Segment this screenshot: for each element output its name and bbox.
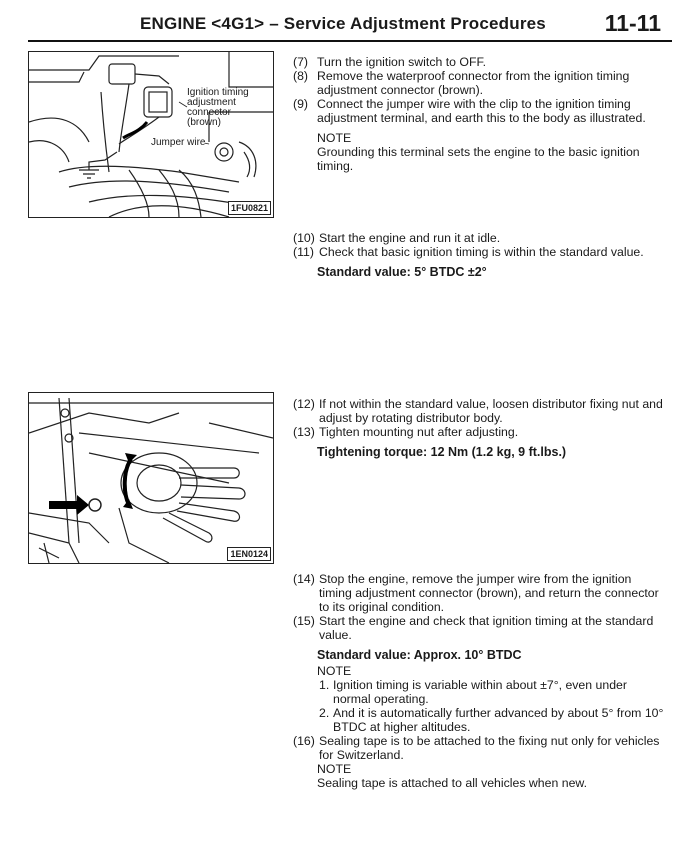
steps-14-16 (293, 572, 665, 790)
standard-value-spec-2: Standard value: Approx. 10° BTDC (317, 648, 522, 662)
step-12: (12) If not within the standard value, loosen distributor fixing nut and adjust by rotating distributor body. (293, 397, 663, 425)
step-10: (10) Start the engine and run it at idle. (293, 231, 501, 245)
header-rule (28, 40, 672, 42)
figure-code: 1EN0124 (227, 547, 271, 561)
step-13: (13) Tighten mounting nut after adjusting. (293, 425, 519, 439)
steps-7-9 (293, 55, 665, 173)
ignition-connector-illustration (29, 52, 273, 217)
standard-value-spec: Standard value: 5° BTDC ±2° (317, 265, 487, 279)
step-7: (7) Turn the ignition switch to OFF. (293, 55, 487, 69)
page-number: 11-11 (604, 10, 661, 36)
figure-ignition-connector (28, 51, 274, 218)
figure-code: 1FU0821 (228, 201, 271, 215)
page-title: ENGINE <4G1> – Service Adjustment Procedures (140, 14, 546, 33)
figure-distributor (28, 392, 274, 564)
step-11: (11) Check that basic ignition timing is within the standard value. (293, 245, 644, 259)
distributor-illustration (29, 393, 273, 563)
note-text: Grounding this terminal sets the engine to the basic ignition timing. (317, 145, 640, 173)
step-14: (14) Stop the engine, remove the jumper wire from the ignition timing adjustment connector (brown), and return the connector to its original condition. (293, 572, 659, 614)
step-8: (8) Remove the waterproof connector from the ignition timing adjustment connector (brown). (293, 69, 630, 97)
tightening-torque-spec: Tightening torque: 12 Nm (1.2 kg, 9 ft.lbs.) (317, 445, 567, 459)
step-9: (9) Connect the jumper wire with the clip to the ignition timing adjustment terminal, and earth this to the body as illustrated. (293, 97, 646, 125)
note-item-2: 2. And it is automatically further advanced by about 5° from 10° BTDC at higher altitudes. (319, 706, 664, 734)
note-item-1: 1. Ignition timing is variable within about ±7°, even under normal operating. (319, 678, 627, 706)
connector-label: Ignition timing adjustment connector (brown) (187, 87, 249, 128)
steps-12-13 (293, 397, 665, 459)
note-label-2: NOTE (317, 762, 352, 776)
note-label: NOTE (317, 131, 352, 145)
steps-10-11 (293, 231, 665, 279)
note-text-2: Sealing tape is attached to all vehicles when new. (317, 776, 588, 790)
step-16: (16) Sealing tape is to be attached to the fixing nut only for vehicles for Switzerland. (293, 734, 660, 762)
note-label: NOTE (317, 664, 352, 678)
step-15: (15) Start the engine and check that ignition timing at the standard value. (293, 614, 654, 642)
page-header (0, 0, 695, 44)
jumper-wire-label: Jumper wire (151, 137, 206, 148)
